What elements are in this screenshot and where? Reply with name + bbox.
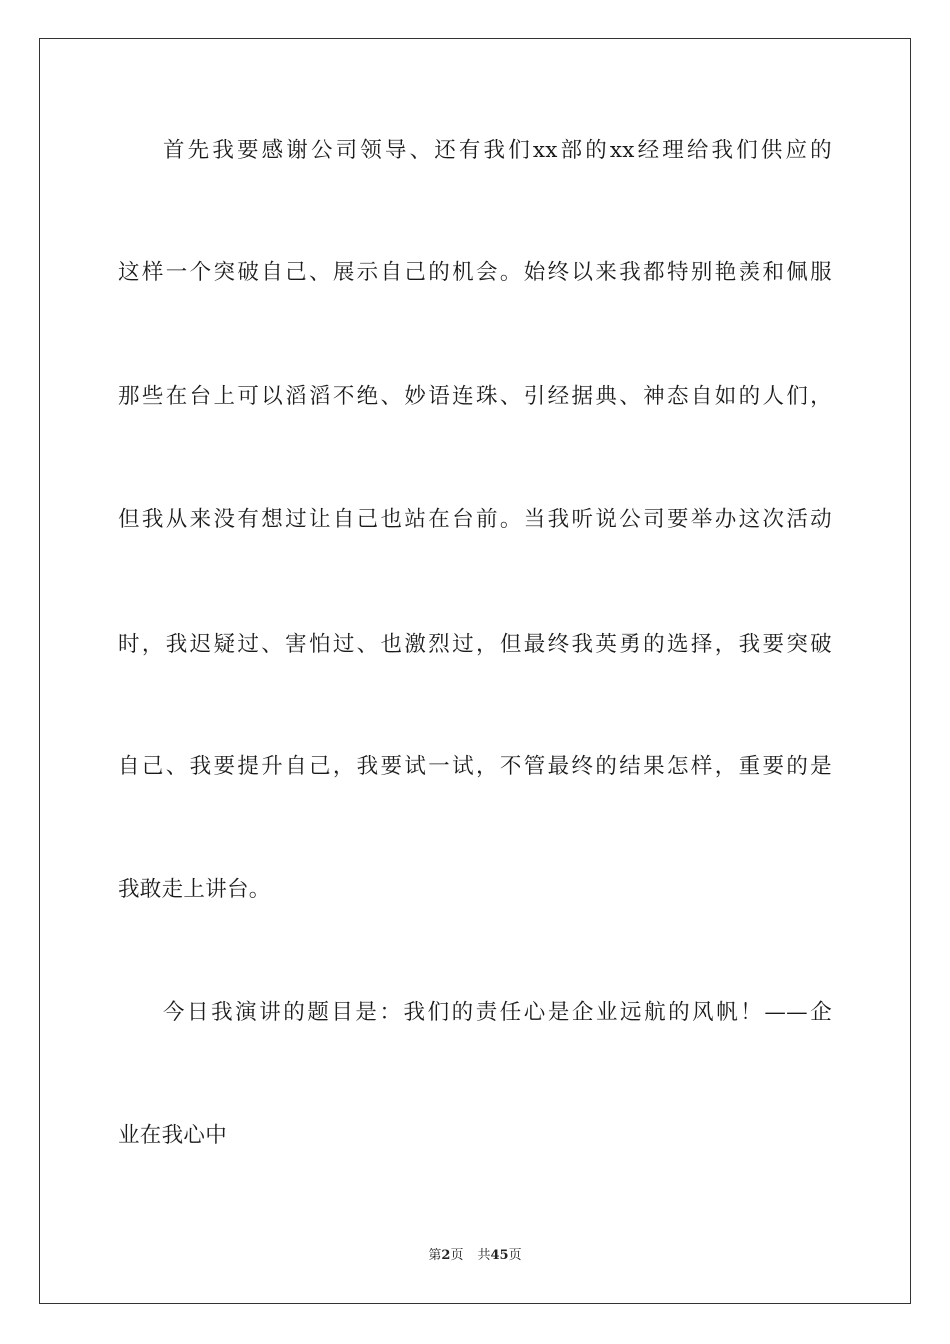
paragraph-1-line-4: 但我从来没有想过让自己也站在台前。当我听说公司要举办这次活动: [118, 507, 832, 532]
paragraph-1-line-1: 首先我要感谢公司领导、还有我们xx部的xx经理给我们供应的: [163, 138, 832, 163]
page-border: [39, 38, 911, 1304]
paragraph-2-line-1: 今日我演讲的题目是：我们的责任心是企业远航的风帆！——企: [163, 1000, 832, 1025]
total-suffix: 页: [508, 1248, 522, 1263]
page-number: 2: [441, 1248, 451, 1263]
total-prefix: 共: [477, 1248, 491, 1263]
paragraph-2-line-2: 业在我心中: [118, 1123, 228, 1148]
paragraph-1-line-6: 自己、我要提升自己，我要试一试，不管最终的结果怎样，重要的是: [118, 754, 832, 779]
page-suffix: 页: [450, 1248, 464, 1263]
paragraph-1-line-7: 我敢走上讲台。: [118, 877, 271, 902]
total-pages: 45: [490, 1248, 509, 1263]
page-prefix: 第: [428, 1248, 442, 1263]
page-footer: [0, 1247, 950, 1265]
paragraph-1-line-2: 这样一个突破自己、展示自己的机会。始终以来我都特别艳羡和佩服: [118, 260, 832, 285]
paragraph-1-line-5: 时，我迟疑过、害怕过、也激烈过，但最终我英勇的选择，我要突破: [118, 632, 832, 657]
paragraph-1-line-3: 那些在台上可以滔滔不绝、妙语连珠、引经据典、神态自如的人们，: [118, 384, 832, 409]
